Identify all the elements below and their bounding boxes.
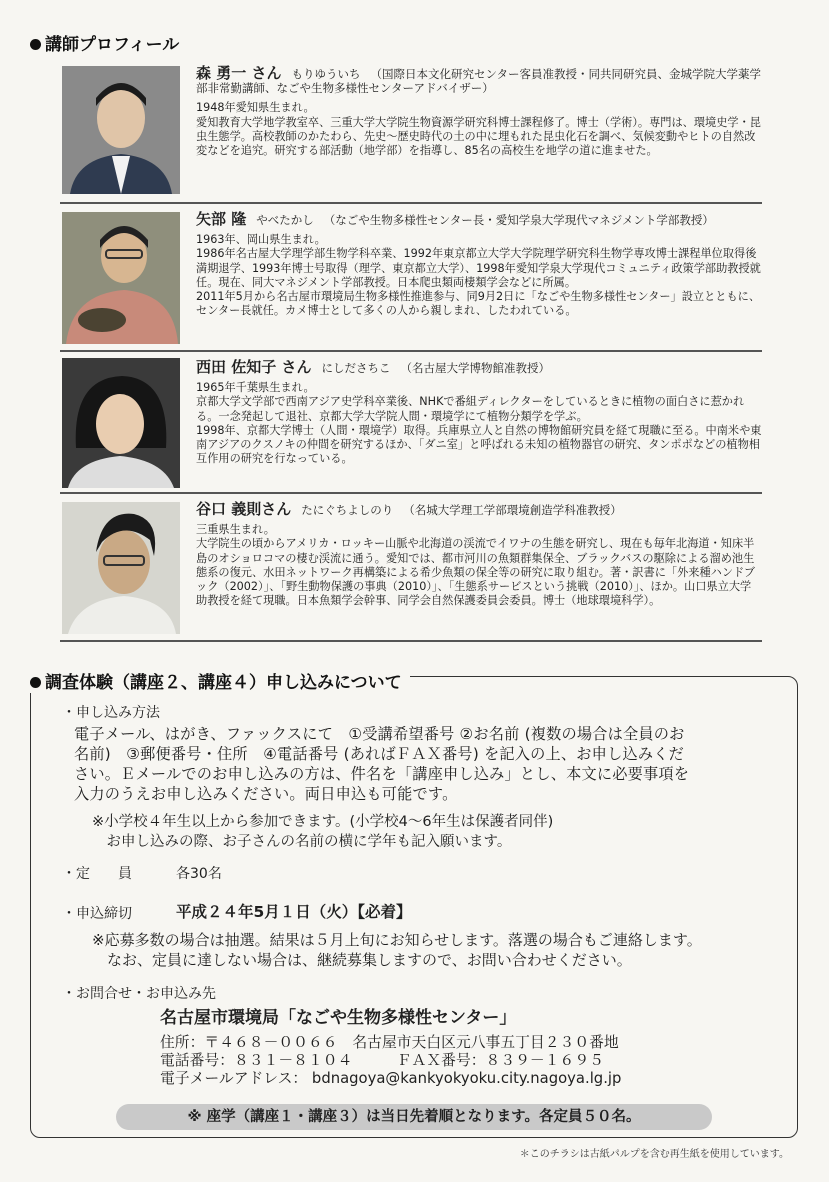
method-note: ※小学校４年生以上から参加できます。(小学校4～6年生は保護者同伴) お申し込みの際、お子さんの名前の横に学年も記入願います。 bbox=[92, 814, 554, 850]
profile-taniguchi bbox=[60, 498, 762, 642]
contact-details bbox=[160, 1034, 621, 1088]
capacity-label: ・定 員 bbox=[62, 866, 132, 882]
portrait-photo bbox=[62, 358, 180, 488]
bullet-icon bbox=[30, 39, 41, 50]
speaker-name: 西田 佐知子 さん bbox=[196, 358, 312, 376]
speaker-name: 森 勇一 さん bbox=[196, 64, 282, 82]
speaker-kana: もりゆういち bbox=[291, 67, 361, 81]
bio-line: 大学院生の頃からアメリカ・ロッキー山脈や北海道の渓流でイワナの生態を研究し、現在も毎年北海道・知床半島のオショロコマの棲む渓流に通う。愛知では、都市河川の魚類群集保全、ブラックバスの駆除による溜め池生態系の復元、水田ネットワーク再構築による希少魚類の保全等の研究に取り組む。著・訳書に「外来種ハンドブック（2002）」、「野生動物保護の事典（2010）」、「生態系サービスという挑戦（2010）」、ほか。山口県立大学助教授を経て現職。日本魚類学会幹事、同学会自然保護委員会委員。博士（地球環境科学）。 bbox=[196, 537, 756, 608]
method-body: 電子メール、はがき、ファックスにて ①受講希望番号 ②お名前 (複数の場合は全員のお 名前) ③郵便番号・住所 ④電話番号 (あればＦＡＸ番号) を記入の上、お申し込みくだ さい。Ｅメールでのお申し込みの方は、件名を「講座申し込み」とし、本文に必要事項を 入力のうえお申し込みください。両日申込も可能です。 bbox=[74, 725, 690, 803]
bio-line: 愛知教育大学地学教室卒、三重大学大学院生物資源学研究科博士課程修了。博士（学術）。専門は、環境史学・昆虫生態学。高校教師のかたわら、先史～歴史時代の土の中に埋もれた昆虫化石を調べ、気候変動やヒトの自然改変などを追究。研究する部活動（地学部）を指導し、85名の高校生を地学の道に進ませた。 bbox=[196, 115, 761, 158]
speaker-role: （名古屋大学博物館准教授） bbox=[400, 361, 550, 375]
contact-org: 名古屋市環境局「なごや生物多様性センター」 bbox=[160, 1008, 517, 1028]
speaker-role: （国際日本文化研究センター客員准教授・同共同研究員、金城学院大学薬学部非常勤講師、なごや生物多様性センターアドバイザー） bbox=[196, 67, 761, 96]
contact-tel: 電話番号：８３１－８１０４ ＦＡＸ番号：８３９－１６９５ bbox=[160, 1052, 604, 1069]
capacity-value: 各30名 bbox=[176, 866, 222, 882]
speaker-role: （なごや生物多様性センター長・愛知学泉大学現代マネジメント学部教授） bbox=[323, 213, 714, 227]
contact-address: 住所：〒４６８－００６６ 名古屋市天白区元八事五丁目２３０番地 bbox=[160, 1034, 619, 1051]
bio-line: 1998年、京都大学博士（人間・環境学）取得。兵庫県立人と自然の博物館研究員を経て現職に至る。中南米や東南アジアのクスノキの仲間を研究するほか、「ダニ室」と呼ばれる未知の植物器官の研究、タンポポなどの植物相互作用の研究を行なっている。 bbox=[196, 423, 762, 466]
portrait-photo bbox=[62, 212, 180, 344]
method-label: ・申し込み方法 bbox=[62, 705, 160, 721]
bio-line: 1963年、岡山県生まれ。 bbox=[196, 233, 326, 247]
deadline-note: ※応募多数の場合は抽選。結果は５月上旬にお知らせします。落選の場合もご連絡します。 なお、定員に達しない場合は、継続募集しますので、お問い合わせください。 bbox=[92, 931, 702, 969]
contact-label: ・お問合せ・お申込み先 bbox=[62, 986, 216, 1002]
deadline-label: ・申込締切 bbox=[62, 906, 132, 922]
bio-line: 三重県生まれ。 bbox=[196, 523, 275, 537]
bio-line: 2011年5月から名古屋市環境局生物多様性推進参与、同9月2日に「なごや生物多様性センター」設立とともに、センター長就任。カメ博士として多くの人から親しまれ、したわれている。 bbox=[196, 290, 761, 318]
profile-mori bbox=[60, 62, 762, 204]
bio-line: 1965年千葉県生まれ。 bbox=[196, 381, 315, 395]
profile-nishida bbox=[60, 356, 762, 494]
lecture-notice: ※ 座学（講座１・講座３）は当日先着順となります。各定員５０名。 bbox=[116, 1104, 712, 1130]
speaker-kana: たにぐちよしのり bbox=[301, 503, 394, 517]
recycled-paper-note: ＊このチラシは古紙パルプを含む再生紙を使用しています。 bbox=[519, 1149, 789, 1160]
section-title-application: 調査体験（講座２、講座４）申し込みについて bbox=[30, 668, 410, 693]
bio-line: 京都大学文学部で西南アジア史学科卒業後、NHKで番組ディレクターをしているときに植物の面白さに惹かれる。一念発起して退社、京都大学大学院人間・環境学にて植物分類学を学ぶ。 bbox=[196, 395, 745, 423]
profile-yabe bbox=[60, 208, 762, 352]
bullet-icon bbox=[30, 677, 41, 688]
speaker-name: 谷口 義則さん bbox=[196, 500, 292, 518]
portrait-photo bbox=[62, 66, 180, 194]
deadline-value: 平成２４年5月１日（火）【必着】 bbox=[176, 903, 412, 921]
portrait-photo bbox=[62, 502, 180, 634]
speaker-kana: にしださちこ bbox=[321, 361, 391, 375]
contact-email: 電子メールアドレス： bdnagoya@kankyokyoku.city.nagoya.lg.jp bbox=[160, 1070, 622, 1087]
speaker-name: 矢部 隆 bbox=[196, 210, 247, 228]
section-title-profiles: 講師プロフィール bbox=[30, 30, 179, 55]
bio-line: 1948年愛知県生まれ。 bbox=[196, 101, 315, 115]
bio-line: 1986年名古屋大学理学部生物学科卒業、1992年東京都立大学大学院理学研究科生物学専攻博士課程単位取得後満期退学、1993年博士号取得（理学、東京都立大学）、1998年愛知学泉大学現代コミュニティ政策学部助教授就任。現在、同大マネジメント学部教授。日本爬虫類両棲類学会などに所属。 bbox=[196, 247, 761, 289]
speaker-role: （名城大学理工学部環境創造学科准教授） bbox=[403, 503, 622, 517]
speaker-kana: やべたかし bbox=[256, 213, 314, 227]
